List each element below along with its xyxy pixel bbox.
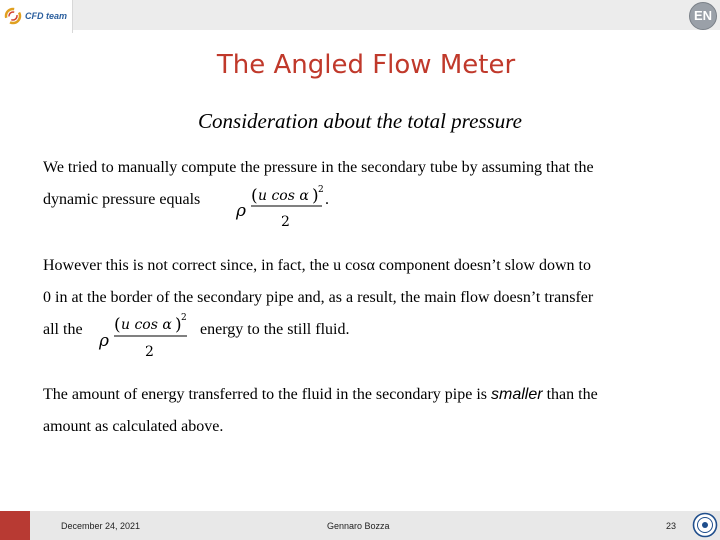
- formula-denominator: 2: [281, 214, 290, 230]
- formula-rho: ρ: [99, 331, 109, 351]
- formula-numerator: u cos α: [258, 188, 309, 204]
- top-bar: [0, 0, 720, 30]
- svg-text:): ): [175, 315, 182, 335]
- formula-exponent: 2: [318, 185, 324, 195]
- paragraph2-line1: However this is not correct since, in fact, the u cosα component doesn’t slow down to: [43, 257, 591, 274]
- svg-text:(: (: [114, 315, 121, 335]
- slide-subtitle: Consideration about the total pressure: [198, 109, 522, 133]
- svg-text:(: (: [251, 186, 258, 206]
- paragraph2-line3-suffix: energy to the still fluid.: [200, 321, 350, 338]
- footer-author: Gennaro Bozza: [327, 521, 390, 531]
- formula-denominator: 2: [145, 344, 154, 360]
- footer-date: December 24, 2021: [61, 521, 141, 531]
- paragraph3-line1-prefix: The amount of energy transferred to the fluid in the secondary pipe is: [43, 386, 488, 403]
- logo-text: CFD team: [25, 11, 68, 21]
- formula-rho: ρ: [236, 201, 246, 221]
- dynamic-pressure-formula: [234, 180, 326, 230]
- slide-title: The Angled Flow Meter: [216, 50, 516, 80]
- svg-text:): ): [312, 186, 319, 206]
- footer-accent: [0, 511, 30, 540]
- paragraph1-line1: We tried to manually compute the pressure in the secondary tube by assuming that the: [43, 159, 594, 176]
- en-badge: EN: [689, 2, 717, 30]
- paragraph3-line2: amount as calculated above.: [43, 418, 224, 435]
- energy-formula: [97, 308, 193, 360]
- formula-exponent: 2: [181, 313, 187, 323]
- logo-swirl-icon: [4, 7, 22, 25]
- paragraph3-line1: [43, 386, 598, 404]
- paragraph2-line3-prefix: all the: [43, 321, 83, 338]
- paragraph1-line2-suffix: .: [325, 191, 329, 208]
- emphasis-smaller: smaller: [491, 386, 543, 403]
- paragraph2-line2: 0 in at the border of the secondary pipe and, as a result, the main flow doesn’t transfer: [43, 289, 594, 306]
- paragraph3-line1-suffix: than the: [546, 386, 598, 403]
- cern-logo-icon: [692, 512, 718, 538]
- formula-numerator: u cos α: [121, 317, 172, 333]
- paragraph1-line2-prefix: dynamic pressure equals: [43, 191, 201, 208]
- cfd-team-logo: [0, 0, 73, 33]
- page-number: 23: [666, 521, 677, 531]
